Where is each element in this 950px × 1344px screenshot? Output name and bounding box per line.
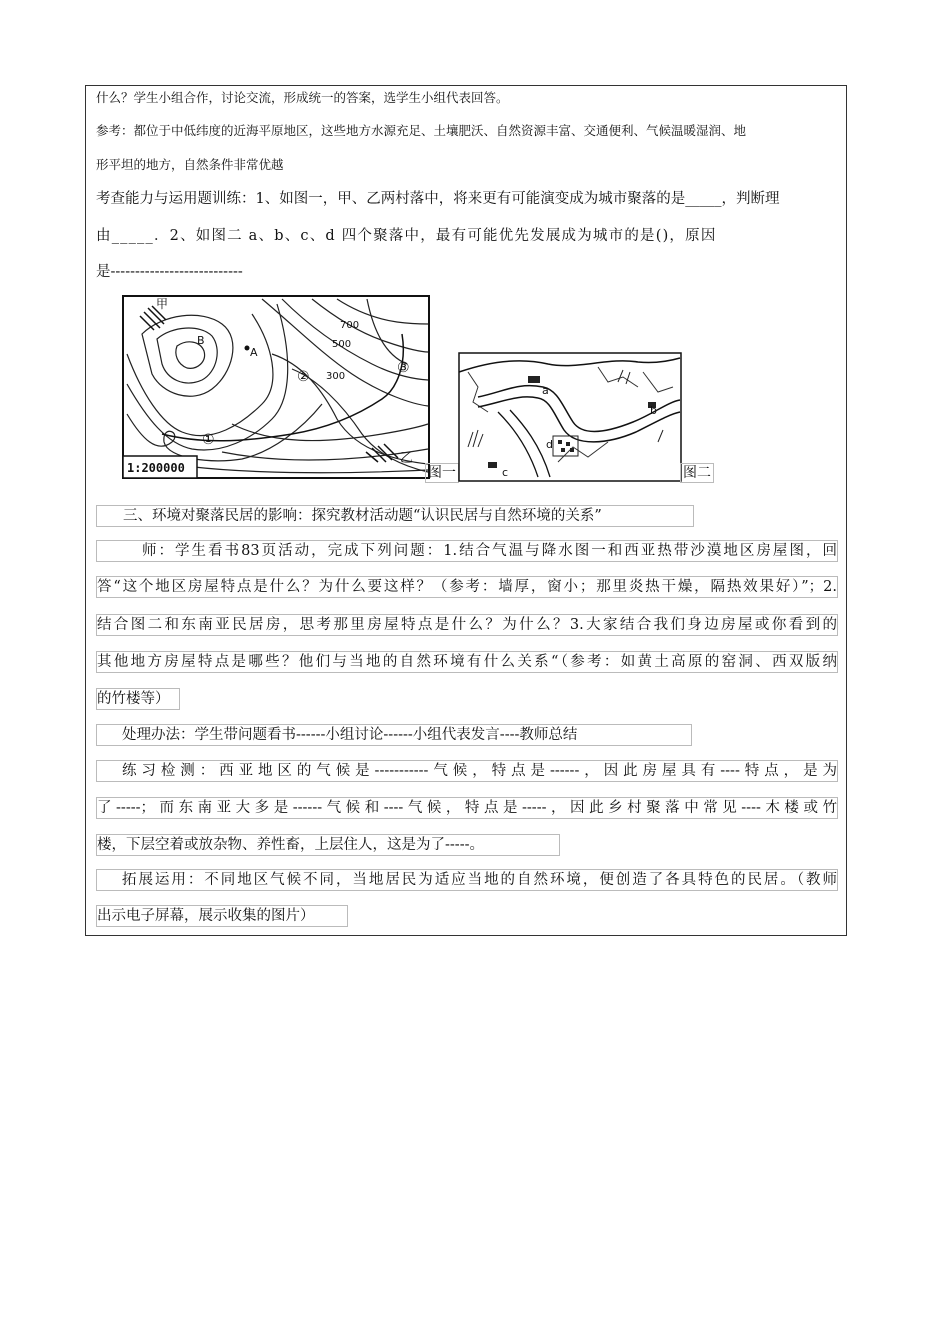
point-a-label: A <box>250 346 258 359</box>
practice-line-2: 了-----；而东南亚大多是------气候和----气候，特点是-----，因此乡村聚落中常见----木楼或竹 <box>96 797 838 819</box>
text-line-9: 答“这个地区房屋特点是什么？为什么要这样？（参考：墙厚，窗小；那里炎热干燥，隔热效果好）”；2. <box>96 576 838 598</box>
practice-line-1: 练习检测：西亚地区的气候是-----------气候，特点是------，因此房屋具有----特点，是为 <box>96 760 838 782</box>
village-jia-label: 甲 <box>156 297 169 311</box>
section-three-heading: 三、环境对聚落民居的影响：探究教材活动题“认识民居与自然环境的关系” <box>96 505 694 527</box>
text-line-1: 什么？学生小组合作，讨论交流，形成统一的答案，选学生小组代表回答。 <box>96 90 509 105</box>
marker-2-label: ② <box>297 369 310 385</box>
practice-line-3: 楼，下层空着或放杂物、养性畜，上层住人，这是为了-----。 <box>96 834 560 856</box>
settlement-a-label: a <box>542 384 549 397</box>
marker-1-label: ① <box>202 432 215 448</box>
settlement-sketch-figure <box>458 352 682 482</box>
settlement-c-label: c <box>502 466 509 479</box>
village-yi-label: 乙 <box>400 451 414 466</box>
marker-3-label: ③ <box>397 360 410 376</box>
figure-2-caption: 图二 <box>680 463 714 483</box>
text-line-4: 考查能力与运用题训练：1、如图一，甲、乙两村落中，将来更有可能演变成为城市聚落的是_____，判断理 <box>96 191 780 207</box>
contour-300-label: 300 <box>326 371 346 382</box>
text-line-3: 形平坦的地方，自然条件非常优越 <box>96 157 284 172</box>
contour-map-figure <box>122 294 432 482</box>
map-scale-label: 1:200000 <box>127 461 185 475</box>
text-line-2: 参考：都位于中低纬度的近海平原地区，这些地方水源充足、土壤肥沃、自然资源丰富、交通便利、气候温暖湿润、地 <box>96 123 747 138</box>
text-line-12: 的竹楼等） <box>96 688 180 710</box>
text-line-11: 其他地方房屋特点是哪些？他们与当地的自然环境有什么关系“（参考：如黄土高原的窑洞、西双版纳 <box>96 651 838 673</box>
handling-method-line: 处理办法：学生带问题看书------小组讨论------小组代表发言----教师总结 <box>96 724 692 746</box>
text-line-6: 是--------------------------- <box>96 264 243 280</box>
settlement-d-label: d <box>546 438 553 451</box>
settlement-b-label: b <box>650 404 657 417</box>
contour-500-label: 500 <box>332 339 352 350</box>
text-line-5: 由_____．2、如图二 a、b、c、d 四个聚落中，最有可能优先发展成为城市的是()，原因 <box>96 228 717 244</box>
extension-line-1: 拓展运用：不同地区气候不同，当地居民为适应当地的自然环境，便创造了各具特色的民居。（教师 <box>96 869 838 891</box>
point-b-label: B <box>197 334 205 347</box>
text-line-10: 结合图二和东南亚民居房，思考那里房屋特点是什么？为什么？3.大家结合我们身边房屋或你看到的 <box>96 614 838 636</box>
text-line-8: 师：学生看书83页活动，完成下列问题：1.结合气温与降水图一和西亚热带沙漠地区房屋图，回 <box>96 540 838 562</box>
figure-1-caption: 图一 <box>425 463 459 483</box>
contour-700-label: 700 <box>340 320 360 331</box>
extension-line-2: 出示电子屏幕，展示收集的图片） <box>96 905 348 927</box>
